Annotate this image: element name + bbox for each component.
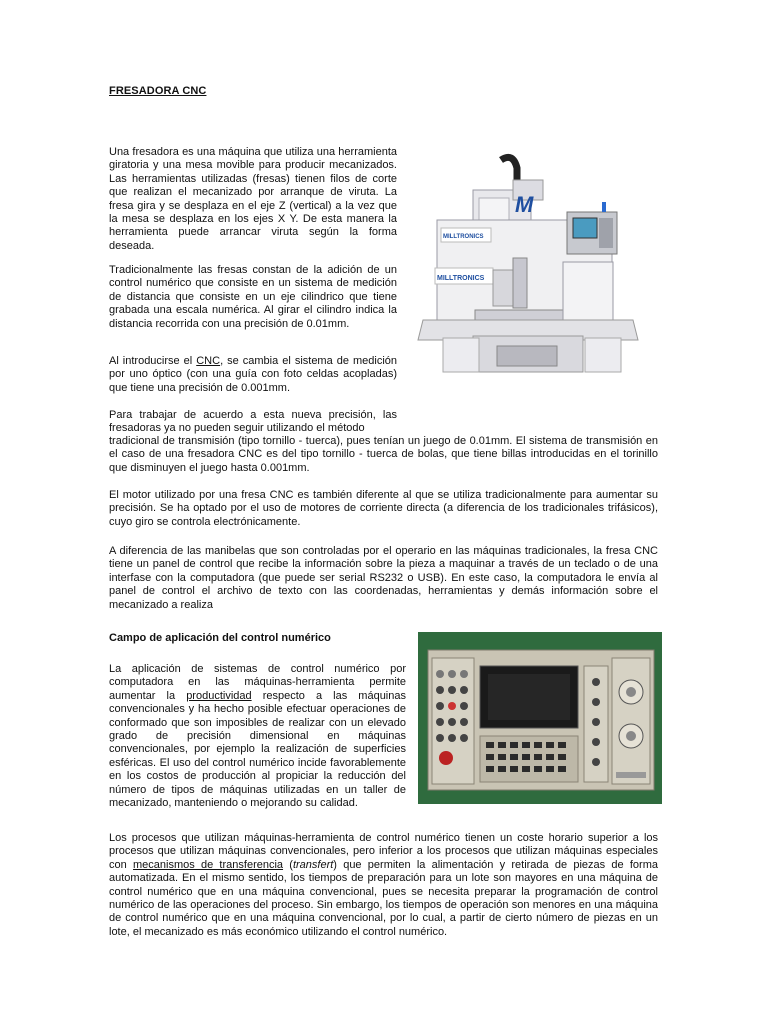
paragraph-text [109, 832, 658, 939]
page-title: FRESADORA CNC [109, 85, 207, 97]
paragraph-text: El motor utilizado por una fresa CNC es también diferente al que se utiliza tradicionalmente para aumentar su precisión. Se ha optado por el uso de motores de corriente directa (a diferencia de los tradicionales trifásicos), cuyo giro se controla electrónicamente. [109, 489, 658, 528]
paragraph-traditional [109, 264, 397, 331]
transfer-link[interactable]: mecanismos de transferencia [132, 858, 284, 871]
paragraph-intro [109, 146, 397, 253]
svg-text:MILLTRONICS: MILLTRONICS [437, 275, 485, 282]
cnc-milling-machine-photo [413, 150, 653, 390]
control-panel-photo [418, 632, 662, 804]
paragraph-text: A diferencia de las manibelas que son controladas por el operario en las máquinas tradicionales, la fresa CNC tiene un panel de control que recibe la información sobre la pieza a maquinar a través de un teclado o de una interfase con la computadora (que puede ser serial RS232 o USB). En este caso, la computadora le envía al panel de control el archivo de texto con las coordenadas, herramientas y demás información sobre el mecanizado a realiza [109, 545, 658, 611]
text-span: Al introducirse el [109, 355, 197, 367]
machine-illustration [413, 150, 653, 390]
paragraph-cnc [109, 355, 397, 395]
text-span: respecto a las máquinas convencionales y ha hecho posible efectuar operaciones de conformado que son imposibles de realizar con un elevado grado de precisión dimensional en máquinas convencionales, por ejemplo la realización de superficies esféricas. El uso del control numérico incide favorablemente en los costos de producción al propiciar la reducción del número de tipos de máquinas utilizadas en un taller de mecanizado, manteniendo o mejorando su calidad. [109, 689, 406, 810]
italic-term: transfert [292, 858, 334, 871]
paragraph-text [109, 355, 397, 395]
paragraph-text: Una fresadora es una máquina que utiliza una herramienta giratoria y una mesa movible para producir mecanizados. Las herramientas utilizadas (fresas) tienen filos de corte que realizan el mecanizado por arranque de viruta. La fresa gira y se desplaza en el eje Z (vertical) a la vez que la mesa se desplaza en los ejes X Y. De esta manera la herramienta puede arrancar viruta según la forma deseada. [109, 146, 397, 252]
paragraph-application [109, 663, 406, 810]
paragraph-precision-start [109, 409, 397, 436]
svg-text:MILLTRONICS: MILLTRONICS [443, 234, 484, 240]
text-span: ( [283, 858, 293, 871]
productividad-link[interactable]: productividad [186, 689, 252, 702]
paragraph-text [109, 663, 406, 810]
section-heading: Campo de aplicación del control numérico [109, 632, 331, 644]
paragraph-motor [109, 489, 658, 529]
paragraph-text: Para trabajar de acuerdo a esta nueva precisión, las fresadoras ya no pueden seguir utilizando el método [109, 409, 397, 435]
text-span: , se cambia el sistema de medición por uno óptico (con una guía con foto celdas acopladas) que tiene una precisión de 0.001mm. [109, 355, 397, 394]
paragraph-precision-end [109, 435, 658, 475]
text-span: Los procesos que utilizan máquinas-herramienta de control numérico tienen un coste horario superior a los procesos que utilizan máquinas convencionales, pero inferior a los procesos que utilizan máquinas especiales con [109, 832, 658, 871]
paragraph-control-panel [109, 545, 658, 612]
paragraph-text: tradicional de transmisión (tipo tornillo - tuerca), pues tenían un juego de 0.01mm. El sistema de transmisión en el caso de una fresadora CNC es del tipo tornillo - tuerca de bolas, que tiene billas introducidas en el torinillo que disminuyen el juego hasta 0.001mm. [109, 435, 658, 474]
text-span: La aplicación de sistemas de control numérico por computadora en las máquinas-herramienta permite aumentar la [109, 663, 406, 702]
svg-text:M: M [515, 192, 534, 217]
cnc-link[interactable]: CNC [196, 355, 221, 367]
paragraph-costs [109, 832, 658, 939]
text-span: ) que permiten la alimentación y retirada de piezas de forma automatizada. En el mismo sentido, los tiempos de preparación para un lote son mayores en una máquina de control numérico que en una máquina convencional, pues se necesita preparar la programación de control numérico de las operaciones del proceso. Sin embargo, los tiempos de operación son menores en una máquina de control numérico que en una máquina convencional, por lo cual, a partir de cierto número de piezas en un lote, el mecanizado es más económico utilizando el control numérico. [109, 858, 658, 938]
control-panel-illustration [418, 632, 662, 804]
paragraph-text: Tradicionalmente las fresas constan de la adición de un control numérico que consiste en un sistema de medición de distancia que consiste en un eje cilindrico que tiene grabada una escala numérica. Al girar el cilindro indica la distancia recorrida con una precisión de 0.01mm. [109, 264, 397, 330]
